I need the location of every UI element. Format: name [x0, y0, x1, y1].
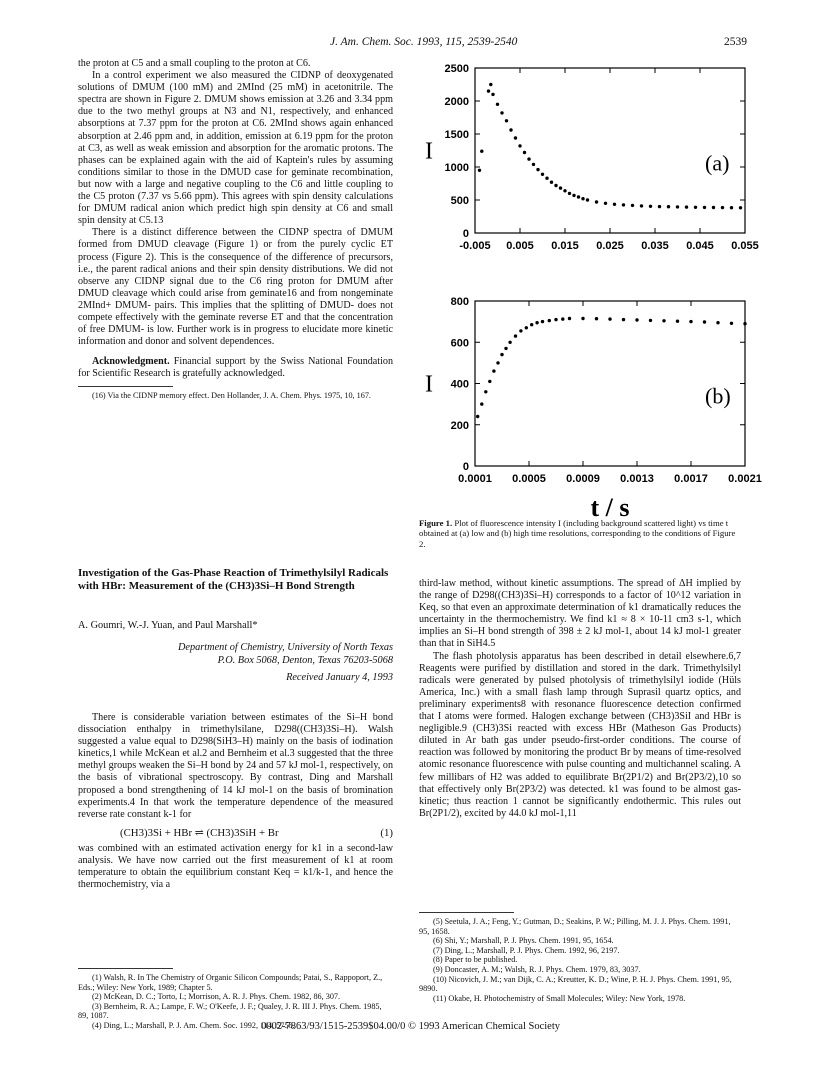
page-footer: 0002-7863/93/1515-2539$04.00/0 © 1993 American Chemical Society	[260, 1021, 561, 1032]
footnote: (2) McKean, D. C.; Torto, I.; Morrison, A. R. J. Phys. Chem. 1982, 86, 307.	[92, 992, 341, 1002]
data-point	[514, 334, 517, 337]
data-point	[595, 200, 598, 203]
footnote: (1) Walsh, R. In The Chemistry of Organic Silicon Compounds; Patai, S., Rappoport, Z., Eds.; Wiley: New York, 1989; Chapter 5.	[78, 973, 383, 992]
paragraph: The flash photolysis apparatus has been described in detail elsewhere.6,7 Reagents were purified by distillation and stored in the dark. Trimethylsilyl radicals were generated by pulsed photolysis of trimethylsilyl iodide (Hüls America, Inc.) with a small flash lamp through Suprasil quartz optics, and preliminary experiments8 with resonance fluorescence detection confirmed that I atoms were formed. Halogen exchange between (CH3)3SiI and HBr is negligible.9 (CH3)3Si reacted with excess HBr (Matheson Gas Products) diluted in Ar bath gas under pseudo-first-order conditions. The course of reaction was followed by monitoring the product Br by means of time-resolved atomic resonance fluorescence with pulse counting and multichannel scaling. A few millibars of H2 was added to equilibrate Br(2P1/2) and Br(2P3/2),10 so that effectively only Br(2P3/2) was detected. k1 was found to be almost gas-kinetic; thus reaction 1 cannot be significantly endothermic. This rules out Br(2P1/2), excited by 44.0 kJ mol-1,11	[419, 650, 741, 819]
data-point	[561, 317, 564, 320]
data-point	[613, 203, 616, 206]
x-tick-label: 0.0017	[674, 473, 708, 485]
x-tick-label: 0.0013	[620, 473, 654, 485]
footnote: (7) Ding, L.; Marshall, P. J. Phys. Chem. 1992, 96, 2197.	[433, 945, 620, 955]
data-point	[563, 189, 566, 192]
ack-heading: Acknowledgment.	[92, 356, 170, 368]
data-point	[640, 204, 643, 207]
paragraph: the proton at C5 and a small coupling to the proton at C6.	[78, 58, 311, 69]
data-point	[478, 169, 481, 172]
data-point	[703, 320, 706, 323]
equation-text: (CH3)3Si + HBr ⇌ (CH3)3SiH + Br	[120, 826, 279, 839]
paragraph: In a control experiment we also measured the CIDNP of deoxygenated solutions of DMUM (100 mM) and 2MInd (25 mM) in acetonitrile. The spectra are shown in Figure 2. DMUM shows emission at 3.26 and 3.34 ppm due to the two methyl groups at N3 and N1, respectively, and enhanced absorptions at 7.37 ppm for the proton at C6. 2MInd shows again enhanced absorption at 2.46 ppm and, in addition, emission at 6.19 ppm for the proton at C3, as well as weak emission and absorption for the aromatic protons. The phases can be explained again with the aid of Kaptein's rules by assuming conditions similar to those in the DMUD case for geminate recombination, but now with a large and negative coupling to the C6 and little coupling to the C5 proton (7.37 vs 5.66 ppm). This agrees with spin density calculations for DMUM radical anion which predict high spin density at C6 and small spin density at C5.13	[78, 70, 393, 227]
data-point	[548, 319, 551, 322]
x-tick-label: 0.0021	[728, 473, 762, 485]
y-tick-label: 2500	[444, 63, 469, 75]
y-tick-label: 400	[450, 378, 469, 391]
x-tick-label: 0.0005	[512, 473, 546, 485]
footnote: (4) Ding, L.; Marshall, P. J. Am. Chem. Soc. 1992, 114, 5756.	[92, 1020, 295, 1030]
data-point	[649, 319, 652, 322]
data-point	[730, 206, 733, 209]
data-point	[480, 402, 483, 405]
footnote: (16) Via the CIDNP memory effect. Den Hollander, J. A. Chem. Phys. 1975, 10, 167.	[92, 391, 371, 401]
data-point	[662, 319, 665, 322]
data-point	[676, 205, 679, 208]
paragraph: third-law method, without kinetic assumptions. The spread of ΔH implied by the range of D298((CH3)3Si–H) corresponds to a factor of 10^12 variation in Keq, so that even an approximate determination of k1 dramatically reduces the uncertainty in the thermochemistry. We find k1 ≈ 8 × 10-11 cm3 s-1, which implies an Si–H bond strength of 398 ± 2 kJ mol-1, about 14 kJ mol-1 greater than that in SiH4.5	[419, 578, 741, 650]
data-point	[476, 415, 479, 418]
data-point	[489, 83, 492, 86]
caption-text: Plot of fluorescence intensity I (including background scattered light) vs time t obtained at (a) low and (b) high time resolutions, corresponding to the conditions of Figure 2.	[419, 518, 736, 549]
article-body-left	[78, 712, 393, 891]
data-point	[504, 347, 507, 350]
data-point	[554, 184, 557, 187]
data-point	[608, 317, 611, 320]
data-point	[536, 168, 539, 171]
data-point	[689, 320, 692, 323]
data-point	[581, 317, 584, 320]
figure-caption	[419, 518, 741, 549]
data-point	[484, 390, 487, 393]
data-point	[523, 151, 526, 154]
x-tick-label: 0.035	[641, 240, 669, 252]
data-point	[572, 194, 575, 197]
data-point	[491, 93, 494, 96]
data-point	[568, 317, 571, 320]
data-point	[530, 323, 533, 326]
footnote: (6) Shi, Y.; Marshall, P. J. Phys. Chem. 1991, 95, 1654.	[433, 936, 614, 946]
paragraph: There is a distinct difference between the CIDNP spectra of DMUM formed from DMUD cleavage (Figure 1) or from the purely cyclic ET process (Figure 2). This is the consequence of the difference of precursors, i.e., the parent radical anions and their spin density distributions. We did not observe any CIDNP signal due to the C6 ring proton for DMUM after DMUD cleavage which could arise from geminate16 and from nongeminate 2MInd+ DMUM- pairs. This implies that the splitting of DMUD- does not compete effectively with the geminate reverse ET and that the concentration of free DMUM- is low. Further work is in progress to elucidate more kinetic information and donor and solvent dependences.	[78, 227, 393, 348]
x-tick-label: 0.005	[506, 240, 534, 252]
x-tick-label: 0.015	[551, 240, 579, 252]
data-point	[631, 204, 634, 207]
data-point	[595, 317, 598, 320]
y-tick-label: 500	[450, 195, 469, 207]
data-point	[496, 103, 499, 106]
footnote-rule	[419, 912, 514, 913]
received-date: Received January 4, 1993	[286, 671, 393, 683]
data-point	[667, 205, 670, 208]
data-point	[545, 177, 548, 180]
article-body-right	[419, 578, 741, 820]
paragraph: was combined with an estimated activation energy for k1 in a second-law analysis. We have now carried out the first measurement of k1 at room temperature to obtain the equilibrium constant Keq = k1/k-1, and hence the thermochemistry, via a	[78, 842, 393, 891]
data-point	[622, 203, 625, 206]
page-number: 2539	[724, 36, 747, 48]
article-title: Investigation of the Gas-Phase Reaction of Trimethylsilyl Radicals with HBr: Measurement of the (CH3)3Si–H Bond Strength	[78, 567, 389, 593]
panel-label: (b)	[705, 383, 731, 409]
x-tick-label: 0.055	[731, 240, 759, 252]
y-tick-label: 1000	[444, 162, 469, 174]
department: Department of Chemistry, University of North Texas	[178, 642, 393, 653]
y-tick-label: 800	[450, 296, 469, 308]
left-column-continued	[78, 58, 393, 401]
footnote: (8) Paper to be published.	[433, 955, 518, 965]
acknowledgment	[78, 356, 393, 380]
data-point	[649, 205, 652, 208]
address: P.O. Box 5068, Denton, Texas 76203-5068	[217, 655, 393, 667]
data-point	[541, 320, 544, 323]
data-point	[739, 206, 742, 209]
data-point	[505, 119, 508, 122]
data-point	[532, 163, 535, 166]
data-point	[716, 321, 719, 324]
data-point	[527, 157, 530, 160]
article-authors: A. Goumri, W.-J. Yuan, and Paul Marshall*	[78, 620, 258, 631]
x-tick-label: 0.0009	[566, 473, 600, 485]
data-point	[703, 206, 706, 209]
y-tick-label: 2000	[444, 96, 469, 108]
data-point	[509, 128, 512, 131]
footnote: (10) Nicovich, J. M.; van Dijk, C. A.; Kreutter, K. D.; Wine, P. H. J. Phys. Chem. 1991, 95, 9890.	[419, 974, 732, 994]
data-point	[604, 202, 607, 205]
data-point	[586, 198, 589, 201]
data-point	[676, 320, 679, 323]
data-point	[514, 136, 517, 139]
data-point	[525, 326, 528, 329]
data-point	[550, 181, 553, 184]
data-point	[622, 318, 625, 321]
data-point	[535, 321, 538, 324]
data-point	[487, 89, 490, 92]
data-point	[518, 144, 521, 147]
x-tick-label: -0.005	[459, 240, 491, 252]
affiliation	[78, 641, 393, 684]
x-tick-label: 0.0001	[458, 473, 492, 485]
footnotes-right	[419, 906, 741, 1003]
footnote: (3) Bernheim, R. A.; Lampe, F. W.; O'Keefe, J. F.; Qualey, J. R. III J. Phys. Chem. 1985, 89, 1087.	[78, 1001, 382, 1021]
data-point	[685, 205, 688, 208]
data-point	[635, 318, 638, 321]
data-point	[721, 206, 724, 209]
equation-number: (1)	[380, 826, 393, 839]
journal-citation: J. Am. Chem. Soc. 1993, 115, 2539-2540	[330, 36, 518, 48]
data-point	[694, 206, 697, 209]
data-point	[508, 341, 511, 344]
data-point	[568, 192, 571, 195]
data-point	[519, 329, 522, 332]
ack-text: Financial support by the Swiss National Foundation for Scientific Research is gratefully acknowledged.	[78, 356, 393, 380]
footnote-rule	[78, 968, 173, 969]
y-axis-label: I	[425, 371, 433, 398]
data-point	[500, 111, 503, 114]
data-point	[500, 353, 503, 356]
x-tick-label: 0.045	[686, 240, 714, 252]
data-point	[712, 206, 715, 209]
panel-label: (a)	[705, 150, 730, 176]
data-point	[730, 322, 733, 325]
data-point	[658, 205, 661, 208]
data-point	[559, 186, 562, 189]
data-point	[581, 197, 584, 200]
y-tick-label: 0	[462, 461, 469, 473]
x-axis-label: t / s	[590, 493, 630, 522]
figure-1	[410, 58, 762, 528]
y-tick-label: 1500	[444, 129, 469, 141]
data-point	[577, 195, 580, 198]
data-point	[541, 173, 544, 176]
footnote: (9) Doncaster, A. M.; Walsh, R. J. Phys. Chem. 1979, 83, 3037.	[433, 964, 641, 974]
y-tick-label: 600	[450, 337, 469, 350]
equation-1	[78, 827, 393, 839]
y-tick-label: 0	[462, 228, 469, 240]
paragraph: There is considerable variation between estimates of the Si–H bond dissociation enthalpy in trimethylsilane, D298((CH3)3Si–H). Walsh suggested a value equal to D298(SiH3–H) mainly on the basis of iodination kinetics,1 while McKean et al.2 and Bernheim et al.3 suggested that the three methyl groups weaken the Si–H bond by 24 and 57 kJ mol-1, respectively, on the basis of vibrational spectroscopy. By contrast, Ding and Marshall proposed a bond strengthening of 14 kJ mol-1 on the basis of bromination experiments.4 In that work the temperature dependence of the measured reverse rate constant k-1 for	[78, 712, 393, 820]
y-axis-label: I	[425, 138, 433, 165]
data-point	[492, 369, 495, 372]
footnote: (5) Seetula, J. A.; Feng, Y.; Gutman, D.; Seakins, P. W.; Pilling, M. J. J. Phys. Chem. 1991, 95, 1658.	[419, 917, 731, 936]
data-point	[554, 318, 557, 321]
caption-heading: Figure 1.	[419, 518, 453, 528]
running-header	[0, 36, 821, 52]
data-point	[488, 380, 491, 383]
footnote: (11) Okabe, H. Photochemistry of Small Molecules; Wiley: New York, 1978.	[433, 993, 686, 1003]
x-tick-label: 0.025	[596, 240, 624, 252]
figure-plot	[410, 58, 762, 523]
data-point	[496, 361, 499, 364]
y-tick-label: 200	[450, 419, 469, 432]
data-point	[743, 322, 746, 325]
data-point	[480, 150, 483, 153]
footnote-rule	[78, 386, 173, 387]
